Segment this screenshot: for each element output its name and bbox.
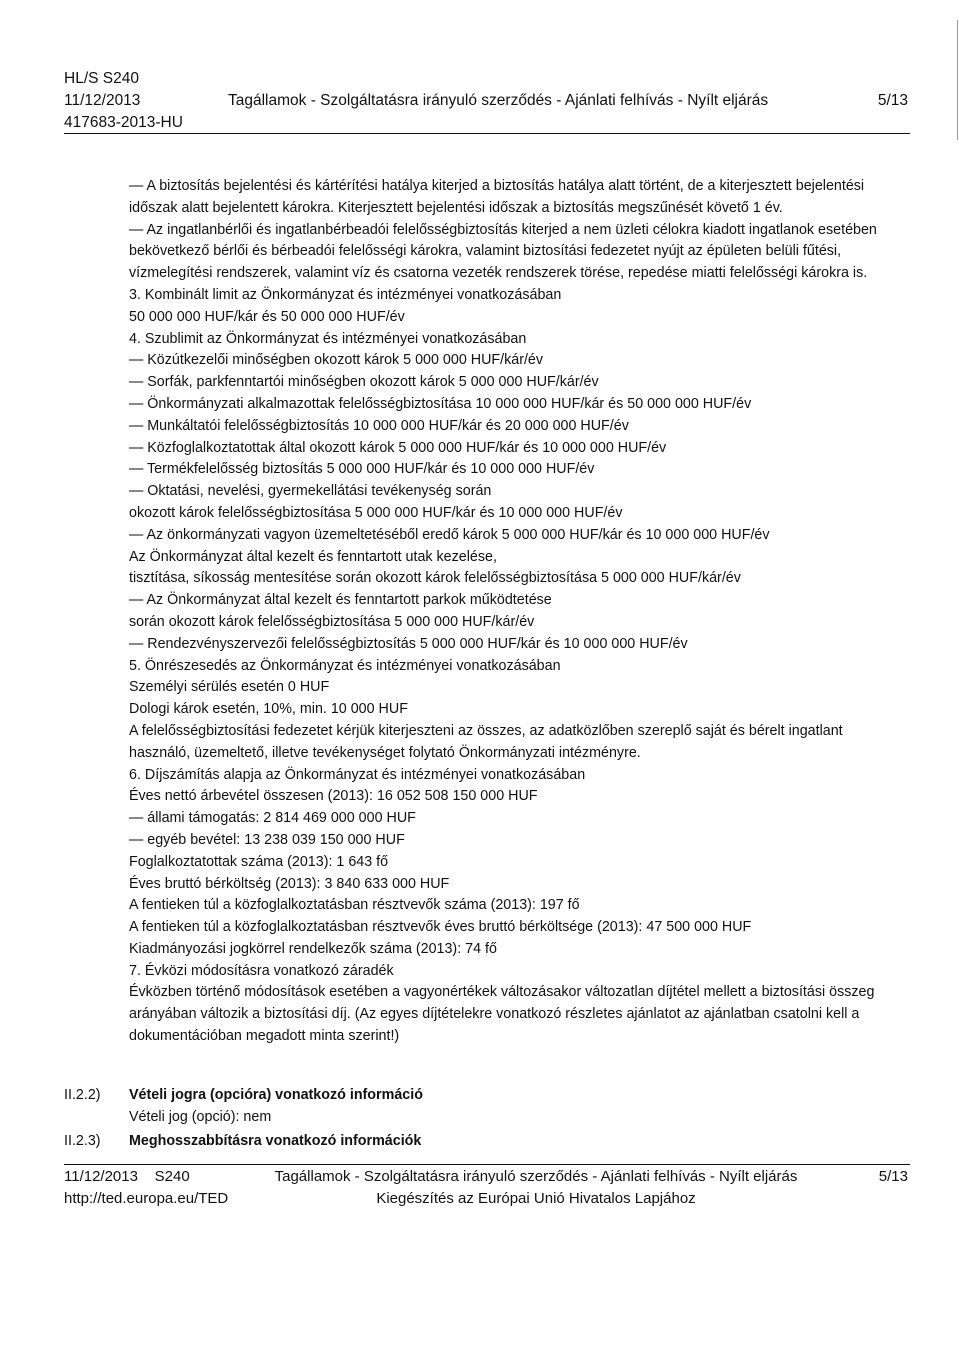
paragraph: A fentieken túl a közfoglalkoztatásban résztvevők száma (2013): 197 fő xyxy=(129,897,580,914)
section-number: II.2.3) xyxy=(64,1133,101,1149)
section-title: Vételi jogra (opcióra) vonatkozó információ xyxy=(129,1087,423,1103)
list-item: — Önkormányzati alkalmazottak felelősségbiztosítása 10 000 000 HUF/kár és 50 000 000 HUF/év xyxy=(129,395,752,412)
footer-series: S240 xyxy=(154,1168,190,1185)
paragraph: 3. Kombinált limit az Önkormányzat és intézményei vonatkozásában xyxy=(129,286,562,303)
list-item: — Közútkezelői minőségben okozott károk 5 000 000 HUF/kár/év xyxy=(129,352,544,369)
paragraph: A felelősségbiztosítási fedezetet kérjük kiterjeszteni az összes, az adatközlőben szereplő saját és bérelt ingatlant használó, üzemeltető, illetve tevékenységet folytató Önkormányzati intézményre. xyxy=(129,722,843,761)
list-item: — Az Önkormányzat által kezelt és fenntartott parkok működtetése xyxy=(129,592,552,609)
list-item: — Termékfelelősség biztosítás 5 000 000 HUF/kár és 10 000 000 HUF/év xyxy=(129,461,595,478)
list-item: Az Önkormányzat által kezelt és fenntartott utak kezelése, xyxy=(129,548,497,565)
list-item: — egyéb bevétel: 13 238 039 150 000 HUF xyxy=(129,831,405,848)
list-item: — állami támogatás: 2 814 469 000 000 HUF xyxy=(129,810,416,827)
header-divider xyxy=(64,133,910,134)
paragraph: Évközben történő módosítások esetében a vagyonértékek változásakor változatlan díjtétel mellett a biztosítási összeg arányában változik a biztosítási díj. (Az egyes díjtételekre vonatkozó részletes ajánlatot az ajánlatban csatolni kell a dokumentációban megadott minta szerint!) xyxy=(129,984,875,1045)
list-item: — Sorfák, parkfenntartói minőségben okozott károk 5 000 000 HUF/kár/év xyxy=(129,374,599,391)
footer-subtitle: Kiegészítés az Európai Unió Hivatalos Lapjához xyxy=(376,1190,696,1207)
section-number: II.2.2) xyxy=(64,1087,101,1103)
list-item: során okozott károk felelősségbiztosítása 5 000 000 HUF/kár/év xyxy=(129,613,535,630)
section-content xyxy=(129,1131,889,1153)
paragraph: 4. Szublimit az Önkormányzat és intézményei vonatkozásában xyxy=(129,330,527,347)
paragraph: Személyi sérülés esetén 0 HUF xyxy=(129,679,330,696)
list-item: — Az önkormányzati vagyon üzemeltetéséből eredő károk 5 000 000 HUF/kár és 10 000 000 HUF/év xyxy=(129,526,770,543)
list-item: tisztítása, síkosság mentesítése során okozott károk felelősségbiztosítása 5 000 000 HUF/kár/év xyxy=(129,570,741,587)
footer-divider xyxy=(64,1164,910,1165)
paragraph: A fentieken túl a közfoglalkoztatásban résztvevők éves bruttó bérköltsége (2013): 47 500 000 HUF xyxy=(129,919,752,936)
paragraph: Éves nettó árbevétel összesen (2013): 16 052 508 150 000 HUF xyxy=(129,788,538,805)
header-identifiers xyxy=(64,68,183,134)
list-item: — Rendezvényszervezői felelősségbiztosítás 5 000 000 HUF/kár és 10 000 000 HUF/év xyxy=(129,635,688,652)
footer-date-series xyxy=(64,1166,228,1188)
footer-left xyxy=(64,1166,228,1210)
header-series: HL/S S240 xyxy=(64,70,139,87)
footer-page-number: 5/13 xyxy=(878,1168,908,1185)
paragraph: Kiadmányozási jogkörrel rendelkezők száma (2013): 74 fő xyxy=(129,940,497,957)
footer-url: http://ted.europa.eu/TED xyxy=(64,1190,229,1207)
scan-edge-line xyxy=(957,20,958,140)
footer-center xyxy=(256,1166,816,1210)
paragraph: — Az ingatlanbérlői és ingatlanbérbeadói felelősségbiztosítás kiterjed a nem üzleti célokra kiadott ingatlanok esetében bekövetkező bérlői és bérbeadói felelősségi károkra, valamint biztosítási fedezetet nyújt az épületen belüli fűtési, vízmelegítési rendszerek, valamint víz és csatorna vezeték rendszerek törése, repedése miatti felelősségi károkra is. xyxy=(129,221,877,282)
list-item: — Munkáltatói felelősségbiztosítás 10 000 000 HUF/kár és 20 000 000 HUF/év xyxy=(129,417,629,434)
list-item: — Oktatási, nevelési, gyermekellátási tevékenység során xyxy=(129,483,492,500)
paragraph: Dologi károk esetén, 10%, min. 10 000 HUF xyxy=(129,701,408,718)
paragraph: 5. Önrészesedés az Önkormányzat és intézményei vonatkozásában xyxy=(129,657,561,674)
list-item: okozott károk felelősségbiztosítása 5 000 000 HUF/kár és 10 000 000 HUF/év xyxy=(129,504,623,521)
paragraph: 7. Évközi módosításra vonatkozó záradék xyxy=(129,962,394,979)
paragraph: Éves bruttó bérköltség (2013): 3 840 633 000 HUF xyxy=(129,875,450,892)
section-text: Vételi jog (opció): nem xyxy=(129,1108,272,1125)
section-content xyxy=(129,1085,889,1129)
header-date: 11/12/2013 xyxy=(64,92,141,109)
header-notice-id: 417683-2013-HU xyxy=(64,114,183,131)
document-body xyxy=(129,176,881,1048)
paragraph: 50 000 000 HUF/kár és 50 000 000 HUF/év xyxy=(129,308,405,325)
header-page-number: 5/13 xyxy=(877,92,908,109)
paragraph: — A biztosítás bejelentési és kártérítési hatálya kiterjed a biztosítás hatálya alatt történt, de a kiterjesztett bejelentési időszak alatt bejelentett károkra. Kiterjesztett bejelentési időszak a biztosítás megszűnését követő 1 év. xyxy=(129,178,865,216)
paragraph: 6. Díjszámítás alapja az Önkormányzat és intézményei vonatkozásában xyxy=(129,766,586,783)
list-item: — Közfoglalkoztatottak által okozott károk 5 000 000 HUF/kár és 10 000 000 HUF/év xyxy=(129,439,667,456)
paragraph: Foglalkoztatottak száma (2013): 1 643 fő xyxy=(129,853,389,870)
footer-date: 11/12/2013 xyxy=(64,1168,138,1185)
section-title: Meghosszabbításra vonatkozó információk xyxy=(129,1133,422,1149)
footer-title: Tagállamok - Szolgáltatásra irányuló szerződés - Ajánlati felhívás - Nyílt eljárás xyxy=(274,1168,798,1185)
header-title: Tagállamok - Szolgáltatásra irányuló szerződés - Ajánlati felhívás - Nyílt eljárás xyxy=(228,92,769,109)
